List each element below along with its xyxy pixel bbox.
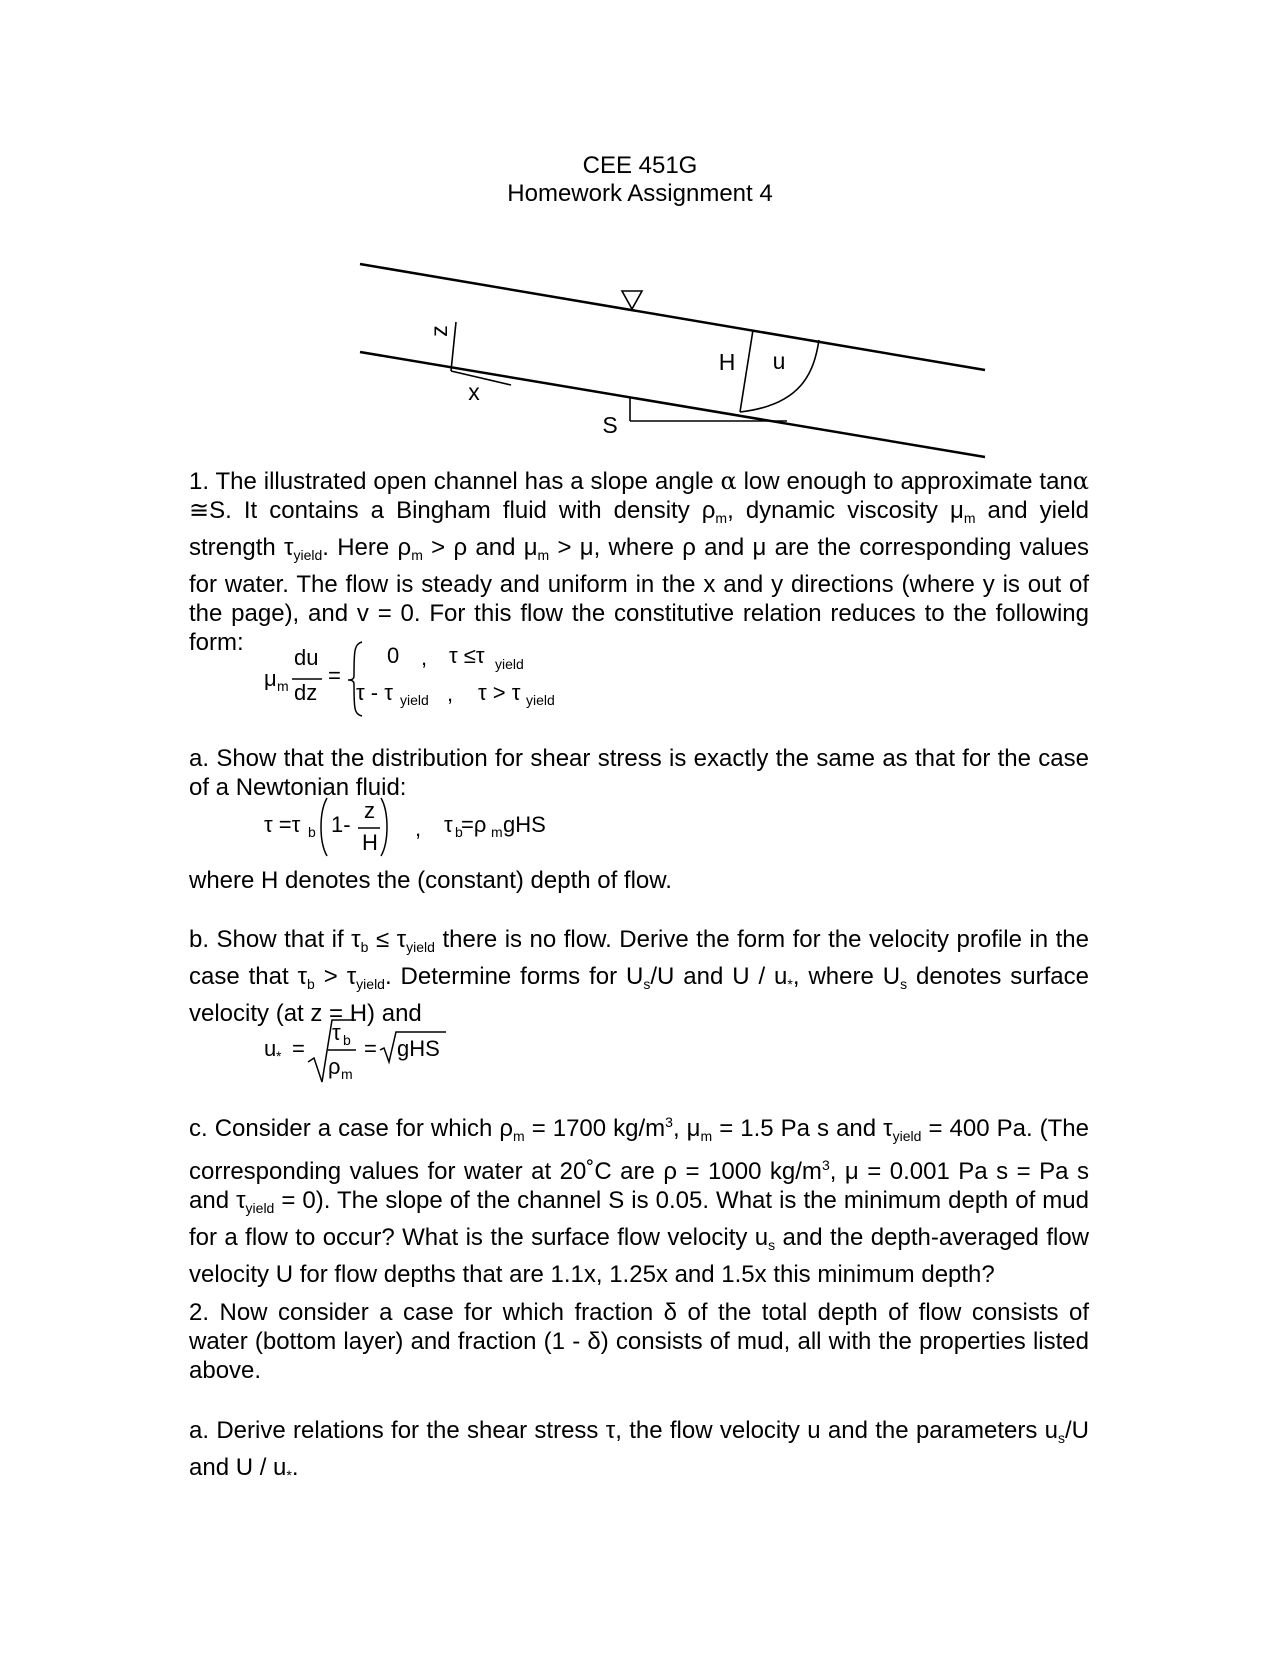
- water-surface-marker: [622, 291, 642, 309]
- part-b-text: b. Show that if $\tau_b \le \tau_{yield}$ there is no flow. Derive the form for the velocity profile in the case that $\tau_b > \tau_{yield}$. Determine forms for $U_s/U$ and U / $u_*$, where $U_s$ denotes surface velocity (at z = H) and: [189, 926, 1090, 1027]
- channel-diagram: [0, 0, 1280, 470]
- part-a-text: a. Show that the distribution for shear stress is exactly the same as that for the case of a Newtonian fluid:: [189, 745, 1089, 801]
- assignment-title: Homework Assignment 4: [507, 180, 773, 207]
- depth-definition-text: where H denotes the (constant) depth of flow.: [189, 867, 672, 894]
- free-surface-line: [360, 264, 985, 370]
- channel-bed-line: [360, 352, 985, 457]
- x-label: x: [468, 379, 480, 405]
- part-c-text: c. Consider a case for which $\rho_m = 1700$ $kg/m^3$, $\mu_m = 1.5$ Pa s and $\tau_{yield} = 400$ Pa. (The corresponding values for water at 20˚C are ρ = 1000 $kg/m^3$, μ = 0.001 Pa s = Pa s and $\tau_{yield} = 0$). The slope of the channel S is 0.05. What is the minimum depth of mud for a flow to occur? What is the surface flow velocity $u_s$ and the depth-averaged flow velocity U for flow depths that are 1.1x, 1.25x and 1.5x this minimum depth?: [189, 1114, 1090, 1288]
- shear-stress-equation: τ =τ b 1- z H , τ b =ρ m gHS: [264, 798, 546, 855]
- depth-h-line: [740, 330, 753, 412]
- constitutive-equation: μ m du dz = 0 , τ ≤τ yield τ - τ yield , τ > τ yield: [0, 0, 1280, 1656]
- course-code: CEE 451G: [582, 152, 698, 179]
- shear-velocity-equation: u * = τ b ρ m = gHS: [0, 0, 1280, 1656]
- question-2a-text: a. Derive relations for the shear stress τ, the flow velocity u and the parameters $u_s/U$ and U / $u_*$.: [189, 1417, 1089, 1483]
- question-2-text: 2. Now consider a case for which fraction δ of the total depth of flow consists of water (bottom layer) and fraction (1 - δ) consists of mud, all with the properties listed above.: [189, 1299, 1089, 1384]
- s-label: S: [602, 412, 618, 438]
- u-label: u: [772, 348, 786, 374]
- z-label: z: [426, 325, 452, 337]
- h-label: H: [718, 349, 736, 375]
- question-1-text: 1. The illustrated open channel has a slope angle α low enough to approximate tanα ≅S. It contains a Bingham fluid with density $\rho_m$, dynamic viscosity $\mu_m$ and yield strength $\tau_{yield}$. Here $\rho_m > \rho$ and $\mu_m > \mu$, where ρ and μ are the corresponding values for water. The flow is steady and uniform in the x and y directions (where y is out of the page), and v = 0. For this flow the constitutive relation reduces to the following form:: [189, 467, 1090, 656]
